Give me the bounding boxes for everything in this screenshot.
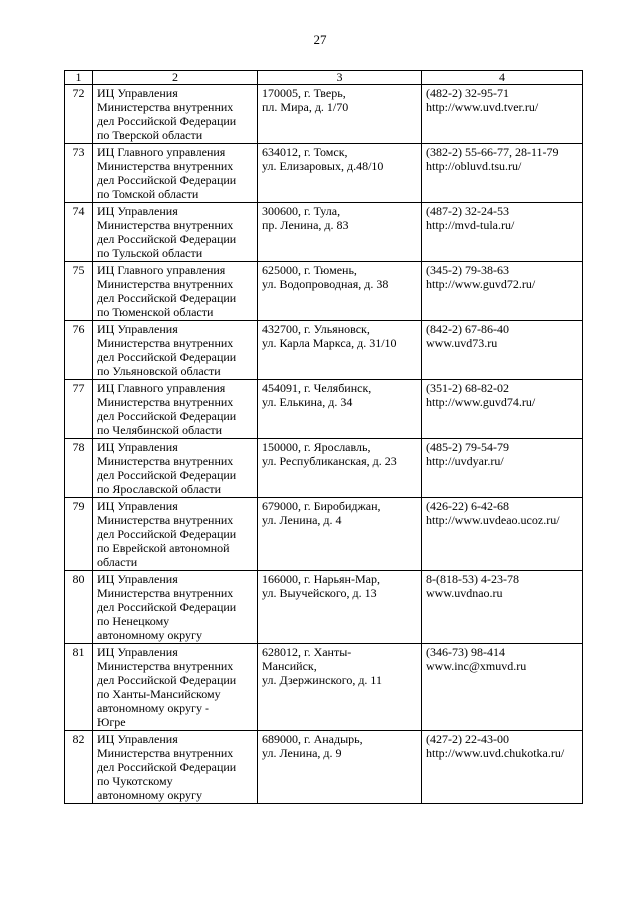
- organization-name: ИЦ Главного управления Министерства внутренних дел Российской Федерации по Томской области: [93, 144, 258, 203]
- postal-address: 150000, г. Ярославль, ул. Республиканская, д. 23: [258, 439, 422, 498]
- organization-name: ИЦ Управления Министерства внутренних дел Российской Федерации по Еврейской автономной области: [93, 498, 258, 571]
- table-row: [65, 203, 583, 262]
- contact-info: (345-2) 79-38-63 http://www.guvd72.ru/: [422, 262, 583, 321]
- row-number: 77: [65, 380, 93, 439]
- registry-table: [64, 70, 583, 804]
- contact-info: (487-2) 32-24-53 http://mvd-tula.ru/: [422, 203, 583, 262]
- row-number: 76: [65, 321, 93, 380]
- table-row: [65, 498, 583, 571]
- postal-address: 300600, г. Тула, пр. Ленина, д. 83: [258, 203, 422, 262]
- row-number: 81: [65, 644, 93, 731]
- contact-info: (426-22) 6-42-68 http://www.uvdeao.ucoz.ru/: [422, 498, 583, 571]
- table-row: [65, 571, 583, 644]
- organization-name: ИЦ Управления Министерства внутренних дел Российской Федерации по Тверской области: [93, 85, 258, 144]
- row-number: 79: [65, 498, 93, 571]
- row-number: 78: [65, 439, 93, 498]
- table-row: [65, 321, 583, 380]
- postal-address: 454091, г. Челябинск, ул. Елькина, д. 34: [258, 380, 422, 439]
- row-number: 73: [65, 144, 93, 203]
- contact-info: (842-2) 67-86-40 www.uvd73.ru: [422, 321, 583, 380]
- contact-info: (382-2) 55-66-77, 28-11-79 http://obluvd.tsu.ru/: [422, 144, 583, 203]
- postal-address: 170005, г. Тверь, пл. Мира, д. 1/70: [258, 85, 422, 144]
- postal-address: 432700, г. Ульяновск, ул. Карла Маркса, д. 31/10: [258, 321, 422, 380]
- organization-name: ИЦ Управления Министерства внутренних дел Российской Федерации по Тульской области: [93, 203, 258, 262]
- contact-info: 8-(818-53) 4-23-78 www.uvdnao.ru: [422, 571, 583, 644]
- table-header-row: [65, 71, 583, 85]
- organization-name: ИЦ Главного управления Министерства внутренних дел Российской Федерации по Челябинской области: [93, 380, 258, 439]
- page-number: 27: [313, 32, 327, 47]
- table-row: [65, 439, 583, 498]
- contact-info: (427-2) 22-43-00 http://www.uvd.chukotka.ru/: [422, 731, 583, 804]
- table-row: [65, 144, 583, 203]
- column-header: 1: [65, 71, 93, 85]
- row-number: 82: [65, 731, 93, 804]
- row-number: 80: [65, 571, 93, 644]
- postal-address: 625000, г. Тюмень, ул. Водопроводная, д. 38: [258, 262, 422, 321]
- contact-info: (351-2) 68-82-02 http://www.guvd74.ru/: [422, 380, 583, 439]
- organization-name: ИЦ Главного управления Министерства внутренних дел Российской Федерации по Тюменской области: [93, 262, 258, 321]
- column-header: 4: [422, 71, 583, 85]
- table-row: [65, 262, 583, 321]
- contact-info: (482-2) 32-95-71 http://www.uvd.tver.ru/: [422, 85, 583, 144]
- postal-address: 634012, г. Томск, ул. Елизаровых, д.48/10: [258, 144, 422, 203]
- organization-name: ИЦ Управления Министерства внутренних дел Российской Федерации по Ненецкому автономному округу: [93, 571, 258, 644]
- organization-name: ИЦ Управления Министерства внутренних дел Российской Федерации по Ульяновской области: [93, 321, 258, 380]
- postal-address: 679000, г. Биробиджан, ул. Ленина, д. 4: [258, 498, 422, 571]
- contact-info: (485-2) 79-54-79 http://uvdyar.ru/: [422, 439, 583, 498]
- column-header: 3: [258, 71, 422, 85]
- organization-name: ИЦ Управления Министерства внутренних дел Российской Федерации по Чукотскому автономному округу: [93, 731, 258, 804]
- row-number: 75: [65, 262, 93, 321]
- postal-address: 166000, г. Нарьян-Мар, ул. Выучейского, д. 13: [258, 571, 422, 644]
- postal-address: 628012, г. Ханты- Мансийск, ул. Дзержинского, д. 11: [258, 644, 422, 731]
- column-header: 2: [93, 71, 258, 85]
- table-row: [65, 644, 583, 731]
- contact-info: (346-73) 98-414 www.inc@xmuvd.ru: [422, 644, 583, 731]
- organization-name: ИЦ Управления Министерства внутренних дел Российской Федерации по Ярославской области: [93, 439, 258, 498]
- table-row: [65, 380, 583, 439]
- row-number: 74: [65, 203, 93, 262]
- postal-address: 689000, г. Анадырь, ул. Ленина, д. 9: [258, 731, 422, 804]
- row-number: 72: [65, 85, 93, 144]
- table-row: [65, 731, 583, 804]
- table-row: [65, 85, 583, 144]
- organization-name: ИЦ Управления Министерства внутренних дел Российской Федерации по Ханты-Мансийскому автономному округу - Югре: [93, 644, 258, 731]
